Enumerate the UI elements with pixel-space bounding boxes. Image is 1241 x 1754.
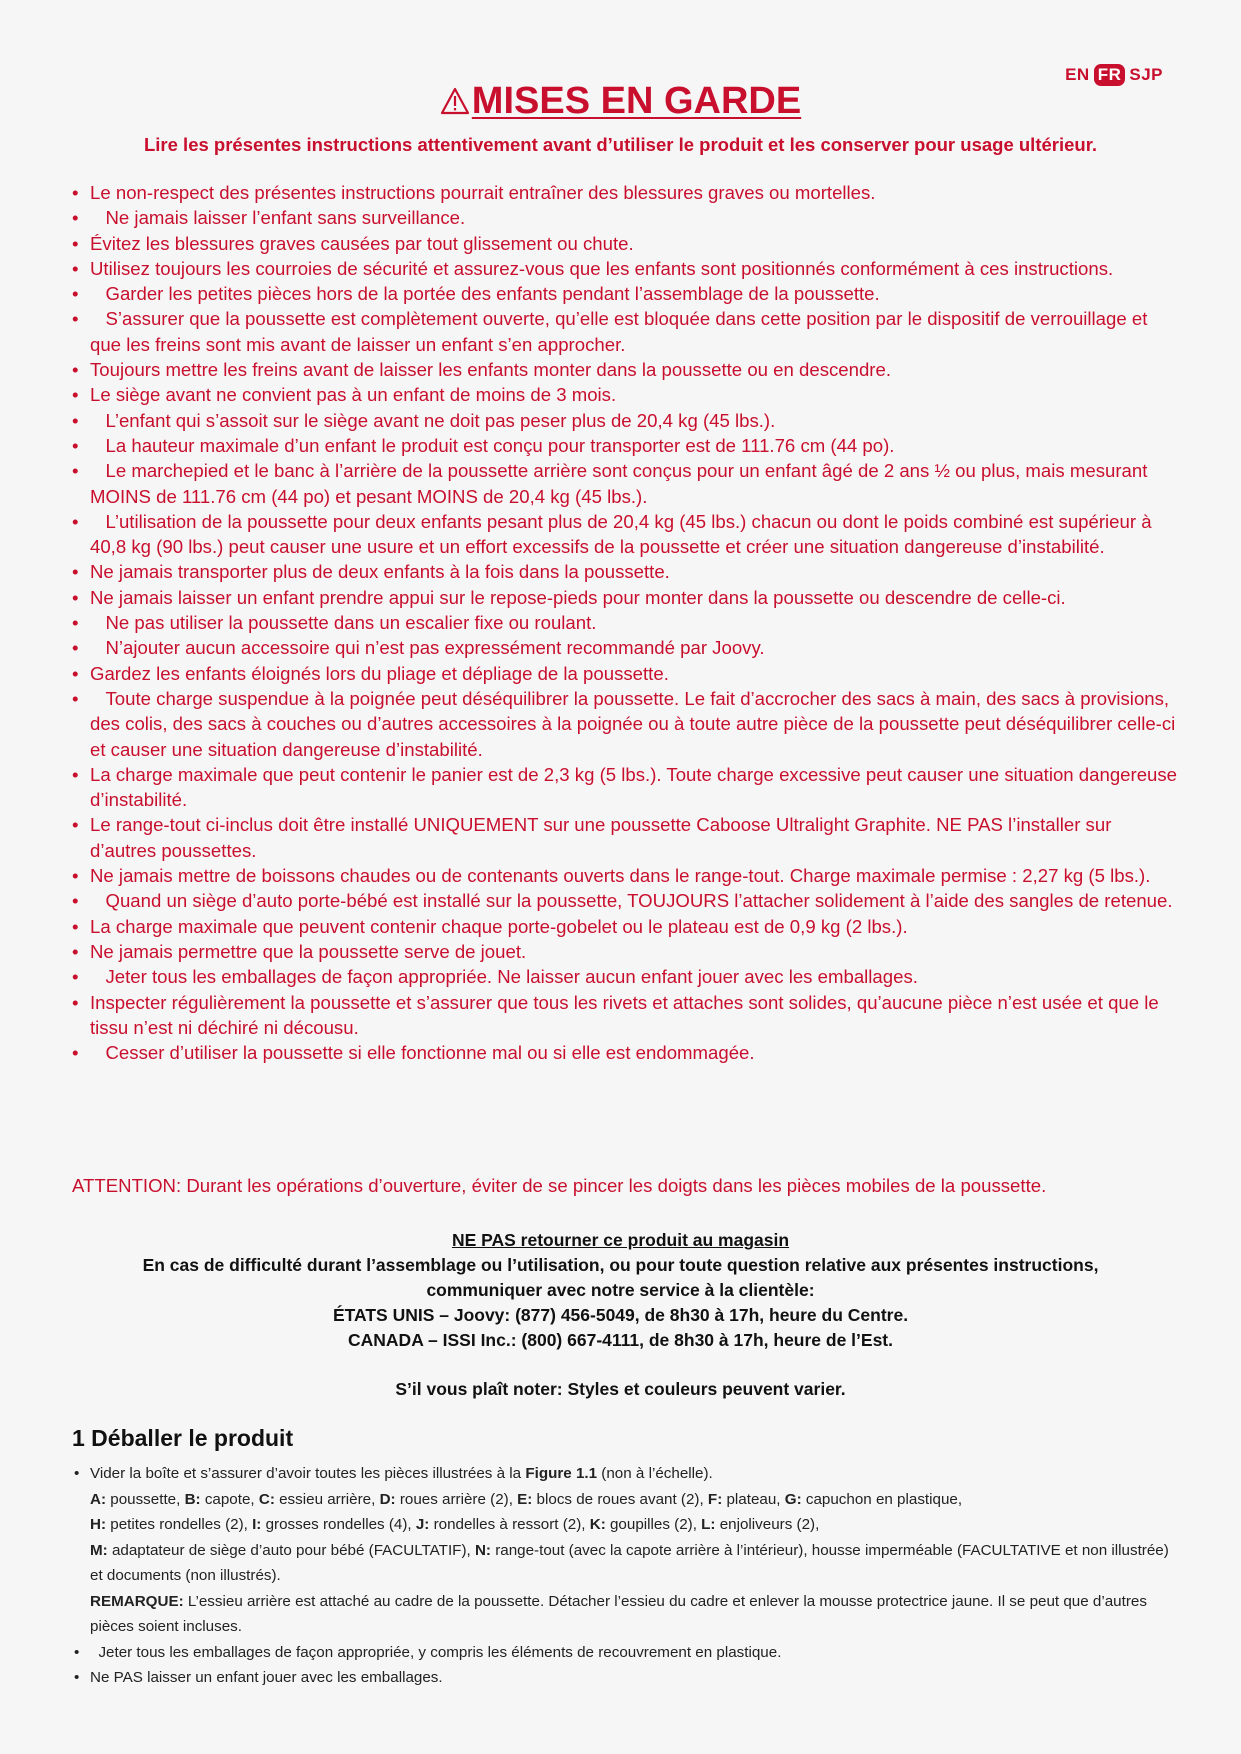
warning-item: • L’utilisation de la poussette pour deux enfants pesant plus de 20,4 kg (45 lbs.) chacun ou dont le poids combiné est supérieur à 40,8 kg (90 lbs.) peut causer une usure et un effort excessifs de la poussette et créer une situation dangereuse d’instabilité. [72, 509, 1182, 560]
warning-item: • Le siège avant ne convient pas à un enfant de moins de 3 mois. [72, 382, 1182, 407]
warning-item: • Évitez les blessures graves causées par tout glissement ou chute. [72, 231, 1182, 256]
warning-item: • La charge maximale que peut contenir le panier est de 2,3 kg (5 lbs.). Toute charge excessive peut causer une situation dangereuse d’instabilité. [72, 762, 1182, 813]
warning-item: • Ne pas utiliser la poussette dans un escalier fixe ou roulant. [72, 610, 1182, 635]
warning-item: • L’enfant qui s’assoit sur le siège avant ne doit pas peser plus de 20,4 kg (45 lbs.). [72, 408, 1182, 433]
warning-item: • Ne jamais laisser l’enfant sans surveillance. [72, 205, 1182, 230]
unpack-item: • Jeter tous les emballages de façon appropriée, y compris les éléments de recouvrement en plastique. [72, 1640, 1182, 1666]
parts-line: A: poussette, B: capote, C: essieu arrière, D: roues arrière (2), E: blocs de roues avant (2), F: plateau, G: capuchon en plastique, [90, 1490, 963, 1508]
warning-item: • Le marchepied et le banc à l’arrière de la poussette arrière sont conçus pour un enfant âgé de 2 ans ½ ou plus, mais mesurant MOINS de 111.76 cm (44 po) et pesant MOINS de 20,4 kg (45 lbs.). [72, 458, 1182, 509]
unpack-item: • Vider la boîte et s’assurer d’avoir toutes les pièces illustrées à la Figure 1.1 (non à l’échelle). [72, 1461, 1182, 1487]
section-title: 1 Déballer le produit [72, 1425, 294, 1451]
warning-item: • Ne jamais transporter plus de deux enfants à la fois dans la poussette. [72, 559, 1182, 584]
warning-item: • Garder les petites pièces hors de la portée des enfants pendant l’assemblage de la poussette. [72, 281, 1182, 306]
warning-item: • Le non-respect des présentes instructions pourrait entraîner des blessures graves ou mortelles. [72, 180, 1182, 205]
warning-icon [440, 87, 470, 115]
warning-item: • La charge maximale que peuvent contenir chaque porte-gobelet ou le plateau est de 0,9 kg (2 lbs.). [72, 914, 1182, 939]
warning-item: • Jeter tous les emballages de façon appropriée. Ne laisser aucun enfant jouer avec les emballages. [72, 964, 1182, 989]
warning-item: • Inspecter régulièrement la poussette et s’assurer que tous les rivets et attaches sont solides, qu’aucune pièce n’est usée et que le tissu n’est ni déchiré ni décousu. [72, 990, 1182, 1041]
lang-sjp[interactable]: SJP [1129, 65, 1163, 84]
warning-item: • Ne jamais laisser un enfant prendre appui sur le repose-pieds pour monter dans la poussette ou descendre de celle-ci. [72, 585, 1182, 610]
contact-usa: ÉTATS UNIS – Joovy: (877) 456-5049, de 8h30 à 17h, heure du Centre. [332, 1305, 909, 1325]
warning-item: • Quand un siège d’auto porte-bébé est installé sur la poussette, TOUJOURS l’attacher solidement à l’aide des sangles de retenue. [72, 888, 1182, 913]
parts-line: M: adaptateur de siège d’auto pour bébé (FACULTATIF), N: range-tout (avec la capote arrière à l’intérieur), housse imperméable (FACULTATIVE et non illustrée) et documents (non illustrés). [90, 1541, 1169, 1584]
contact-block [0, 1228, 1241, 1402]
page-title [0, 80, 1241, 123]
unpack-list [72, 1461, 1182, 1691]
parts-line: H: petites rondelles (2), I: grosses rondelles (4), J: rondelles à ressort (2), K: goupilles (2), L: enjoliveurs (2), [90, 1516, 820, 1533]
warning-item: • Toute charge suspendue à la poignée peut déséquilibrer la poussette. Le fait d’accrocher des sacs à main, des sacs à provisions, des colis, des sacs à couches ou d’autres accessoires à la poignée ou à toute autre pièce de la poussette peut déséquilibrer celle-ci et causer une situation dangereuse d’instabilité. [72, 686, 1182, 762]
warning-item: • N’ajouter aucun accessoire qui n’est pas expressément recommandé par Joovy. [72, 635, 1182, 660]
warning-item: • Ne jamais mettre de boissons chaudes ou de contenants ouverts dans le range-tout. Charge maximale permise : 2,27 kg (5 lbs.). [72, 863, 1182, 888]
warning-item: • S’assurer que la poussette est complètement ouverte, qu’elle est bloquée dans cette position par le dispositif de verrouillage et que les freins sont mis avant de laisser un enfant s’en approcher. [72, 306, 1182, 357]
contact-line-2: communiquer avec notre service à la clientèle: [426, 1280, 815, 1300]
warning-item: • Toujours mettre les freins avant de laisser les enfants monter dans la poussette ou en descendre. [72, 357, 1182, 382]
warning-item: • La hauteur maximale d’un enfant le produit est conçu pour transporter est de 111.76 cm (44 po). [72, 433, 1182, 458]
contact-canada: CANADA – ISSI Inc.: (800) 667-4111, de 8h30 à 17h, heure de l’Est. [348, 1330, 893, 1350]
attention-note: ATTENTION: Durant les opérations d’ouverture, éviter de se pincer les doigts dans les pièces mobiles de la poussette. [72, 1175, 1047, 1196]
lang-fr[interactable]: FR [1094, 64, 1126, 86]
remark: REMARQUE: L’essieu arrière est attaché au cadre de la poussette. Détacher l’essieu du cadre et enlever la mousse protectrice jaune. Il se peut que d’autres pièces soient incluses. [90, 1592, 1147, 1635]
subtitle: Lire les présentes instructions attentivement avant d’utiliser le produit et les conserver pour usage ultérieur. [143, 134, 1098, 155]
warning-item: • Cesser d’utiliser la poussette si elle fonctionne mal ou si elle est endommagée. [72, 1040, 1182, 1065]
warning-item: • Ne jamais permettre que la poussette serve de jouet. [72, 939, 1182, 964]
unpack-item: • Ne PAS laisser un enfant jouer avec les emballages. [72, 1665, 1182, 1691]
no-return-heading: NE PAS retourner ce produit au magasin [451, 1230, 790, 1250]
title-text: MISES EN GARDE [471, 80, 802, 122]
lang-en[interactable]: EN [1065, 65, 1090, 84]
styles-note: S’il vous plaît noter: Styles et couleurs peuvent varier. [395, 1379, 846, 1399]
warning-item: • Utilisez toujours les courroies de sécurité et assurez-vous que les enfants sont positionnés conformément à ces instructions. [72, 256, 1182, 281]
warning-item: • Gardez les enfants éloignés lors du pliage et dépliage de la poussette. [72, 661, 1182, 686]
contact-line-1: En cas de difficulté durant l’assemblage ou l’utilisation, ou pour toute question relative aux présentes instructions, [142, 1255, 1099, 1275]
warnings-list [72, 180, 1182, 1065]
warning-item: • Le range-tout ci-inclus doit être installé UNIQUEMENT sur une poussette Caboose Ultralight Graphite. NE PAS l’installer sur d’autres poussettes. [72, 812, 1182, 863]
